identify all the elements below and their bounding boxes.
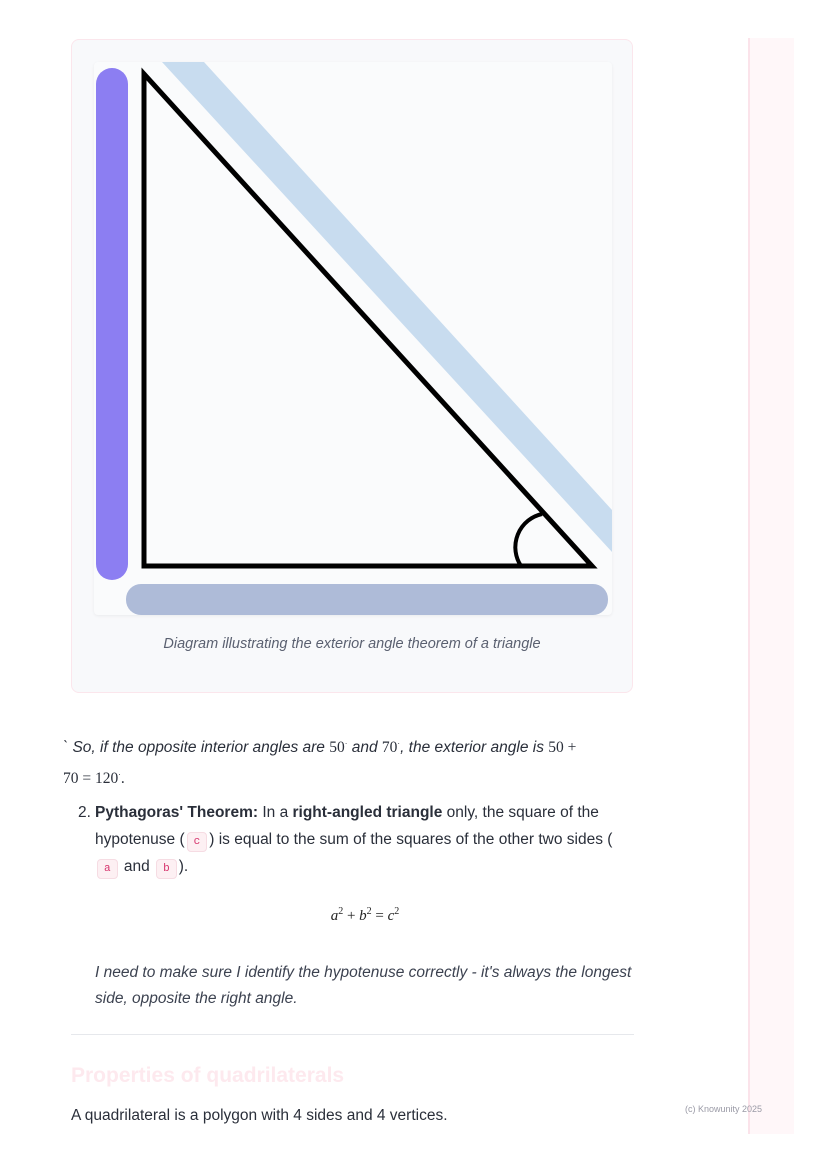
- side-panel: [748, 38, 794, 1134]
- backtick: `: [63, 739, 73, 757]
- theorem-text-part: only, the square of the hypotenuse (: [95, 804, 599, 848]
- diagonal-band: [162, 62, 612, 552]
- theorem-text-part: ).: [178, 858, 189, 875]
- formula-exp: 2: [338, 906, 344, 917]
- theorem-title: Pythagoras' Theorem:: [95, 804, 259, 821]
- degree-mark: ·: [344, 739, 348, 748]
- diagram-frame: [94, 62, 612, 615]
- formula-exp: 2: [394, 906, 400, 917]
- example-text: , the exterior angle is: [400, 739, 549, 757]
- theorem-text-part: In a: [258, 804, 293, 821]
- formula-equals: =: [371, 908, 388, 924]
- section-paragraph: A quadrilateral is a polygon with 4 sides and 4 vertices.: [71, 1107, 448, 1124]
- formula-plus: +: [343, 908, 360, 924]
- theorem-text-part: ) is equal to the sum of the squares of the other two sides (: [209, 831, 613, 848]
- expression-start: 50 +: [548, 739, 577, 757]
- example-text: and: [347, 739, 382, 757]
- formula-b: b: [359, 908, 367, 924]
- figure-card: [71, 39, 633, 693]
- code-chip-c: c: [187, 832, 208, 852]
- section-heading: Properties of quadrilaterals: [71, 1064, 345, 1087]
- degree-mark: ·: [397, 739, 401, 748]
- watermark: (c) Knowunity 2025: [685, 1104, 763, 1114]
- degree-mark: ·: [118, 770, 121, 780]
- code-chip-b: b: [156, 859, 177, 879]
- theorem-bold-phrase: right-angled triangle: [292, 804, 443, 821]
- theorem-text-part: and: [123, 858, 150, 875]
- theorem-text: [95, 799, 635, 880]
- angle-value-70: 70: [381, 739, 398, 757]
- angle-arc: [515, 514, 542, 566]
- expression-end: 70 = 120: [63, 770, 119, 788]
- vertical-bar: [96, 68, 128, 580]
- horizontal-bar: [126, 584, 608, 615]
- exterior-angle-diagram: [94, 62, 612, 615]
- pythagoras-formula: [0, 906, 730, 925]
- period: .: [120, 770, 125, 788]
- angle-value-50: 50: [329, 739, 345, 757]
- code-chip-a: a: [97, 859, 118, 879]
- triangle: [144, 74, 592, 566]
- example-text: So, if the opposite interior angles are: [72, 739, 330, 757]
- formula-exp: 2: [366, 906, 372, 917]
- study-note: I need to make sure I identify the hypotenuse correctly - it's always the longest side, opposite the right angle.: [95, 964, 632, 1007]
- example-paragraph: [63, 730, 638, 792]
- formula-a: a: [330, 908, 339, 924]
- list-number: 2.: [78, 804, 91, 821]
- figure-caption: Diagram illustrating the exterior angle theorem of a triangle: [163, 636, 541, 652]
- formula-c: c: [387, 908, 395, 924]
- divider: [71, 1034, 634, 1035]
